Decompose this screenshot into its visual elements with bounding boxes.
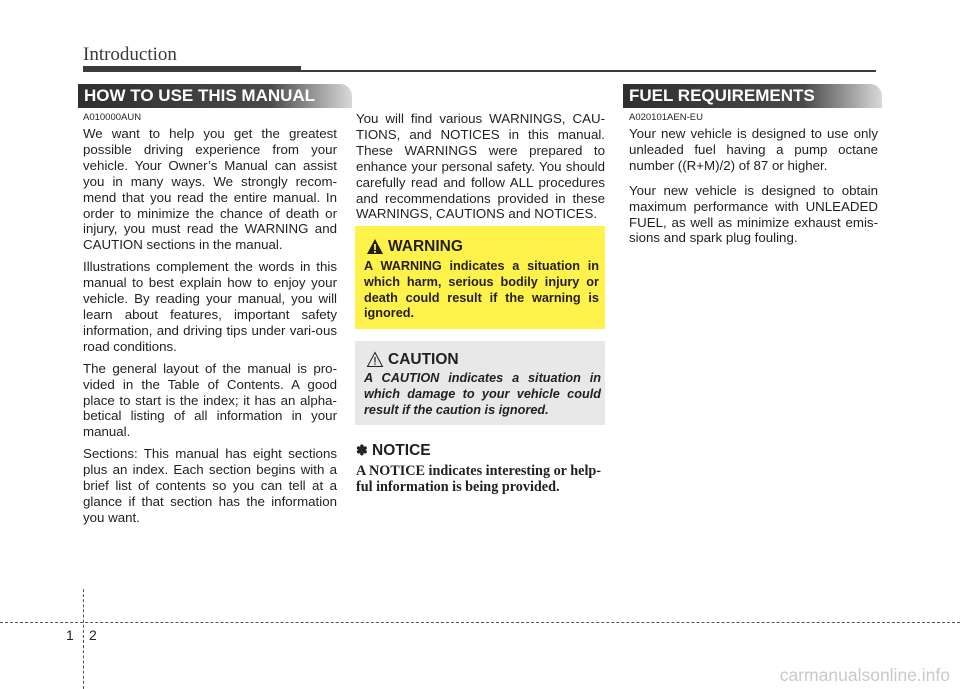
warning-triangle-icon	[366, 238, 384, 255]
paragraph: You will find various WARNINGS, CAU-TIONS, and NOTICES in this manual. These WARNINGS were prepared to enhance your personal safety. You should carefully read and follow ALL procedures and recommendations provided in these WARNINGS, CAUTIONS and NOTICES.	[356, 111, 605, 222]
footer-dashed-divider	[83, 589, 84, 689]
paragraph: Sections: This manual has eight sections plus an index. Each section begins with a brief list of contents so you can tell at a glance if that section has the information you want.	[83, 446, 337, 525]
notice-text: A NOTICE indicates interesting or help-ful information is being provided.	[356, 463, 602, 495]
notice-title	[356, 442, 431, 460]
page-chapter-number: 1	[66, 627, 74, 643]
notice-star-icon: ✽	[356, 442, 368, 458]
page-number: 2	[89, 627, 97, 643]
header-rule-thin	[301, 70, 876, 72]
section-heading-fuel-requirements: FUEL REQUIREMENTS	[623, 84, 882, 108]
fuel-column	[629, 126, 878, 252]
paragraph: Your new vehicle is designed to obtain maximum performance with UNLEADED FUEL, as well as minimize exhaust emis-sions and spark plug fouling.	[629, 182, 878, 246]
warning-title: WARNING	[388, 238, 463, 255]
header-rule-thick	[83, 66, 301, 72]
page-header-title: Introduction	[83, 44, 177, 65]
how-to-column	[83, 126, 337, 532]
paragraph: The general layout of the manual is pro-vided in the Table of Contents. A good place to start is the index; it has an alpha-betical listing of all information in your manual.	[83, 360, 337, 440]
warning-text: A WARNING indicates a situation in which harm, serious bodily injury or death could result if the warning is ignored.	[364, 259, 599, 321]
paragraph: We want to help you get the greatest possible driving experience from your vehicle. Your Owner’s Manual can assist you in many ways. We strongly recom-mend that you read the entire manual. In order to minimize the chance of death or injury, you must read the WARNING and CAUTION sections in the manual.	[83, 126, 337, 253]
caution-triangle-icon	[366, 351, 384, 368]
section-code-how-to: A010000AUN	[83, 112, 142, 123]
notice-title-label: NOTICE	[372, 442, 431, 459]
caution-box	[355, 341, 605, 425]
watermark: carmanualsonline.info	[779, 665, 950, 685]
caution-text: A CAUTION indicates a situation in which damage to your vehicle could result if the caution is ignored.	[364, 371, 601, 417]
paragraph: Illustrations complement the words in this manual to best explain how to enjoy your vehicle. By reading your manual, you will learn about features, important safety information, and driving tips under vari-ous road conditions.	[83, 259, 337, 354]
warnings-intro-column	[356, 111, 605, 228]
paragraph: Your new vehicle is designed to use only unleaded fuel having a pump octane number ((R+M)/2) of 87 or higher.	[629, 126, 878, 173]
warning-box	[355, 226, 605, 329]
section-heading-how-to-use: HOW TO USE THIS MANUAL	[78, 84, 352, 108]
footer-dashed-rule	[0, 622, 960, 623]
section-code-fuel: A020101AEN-EU	[629, 112, 703, 123]
caution-title: CAUTION	[388, 351, 459, 368]
